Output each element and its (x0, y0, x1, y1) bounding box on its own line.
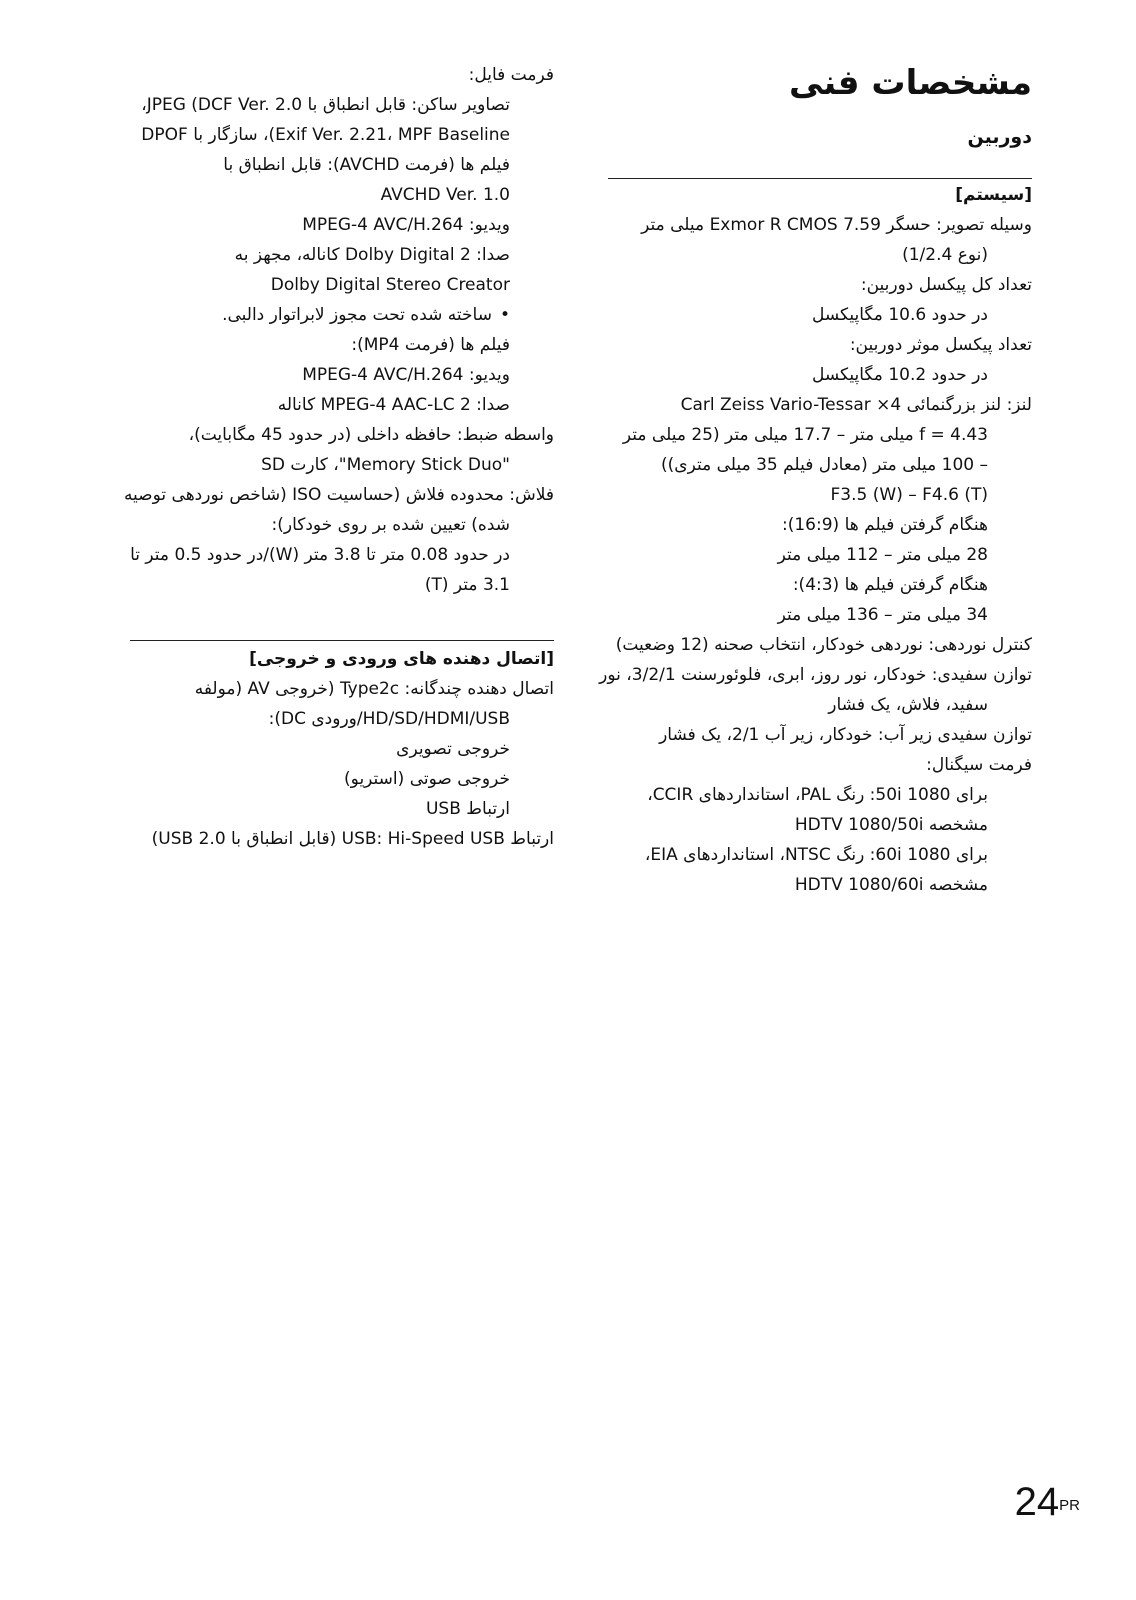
spec-line: مشخصه HDTV 1080/60i (794, 875, 988, 895)
bullet-text: ساخته شده تحت مجوز لابراتوار دالبی. (222, 305, 492, 325)
spec-line: خروجی صوتی (استریو) (344, 769, 510, 789)
spec-line: خروجی تصویری (396, 739, 510, 759)
spec-line: در حدود 10.2 مگاپیکسل (811, 365, 988, 385)
spec-line: وسیله تصویر: حسگر 7.59 Exmor R CMOS میلی متر (641, 215, 1032, 235)
page-number (1015, 1478, 1080, 1526)
spec-line: Exif Ver. 2.21، MPF Baseline)، سازگار با DPOF (141, 125, 510, 145)
spec-line: هنگام گرفتن فیلم ها (16:9): (781, 515, 988, 535)
spec-line: صدا: Dolby Digital 2 کاناله، مجهز به (234, 245, 510, 265)
spec-line: (نوع 1/2.4) (902, 245, 988, 265)
spec-line: در حدود 0.08 متر تا 3.8 متر (W)/در حدود 0.5 متر تا (130, 545, 510, 565)
spec-line: اتصال دهنده چندگانه: Type2c (خروجی AV (مولفه (194, 679, 554, 699)
spec-line: کنترل نوردهی: نوردهی خودکار، انتخاب صحنه (12 وضعیت) (615, 635, 1032, 655)
spec-line: لنز: لنز بزرگنمائی 4× Carl Zeiss Vario-Tessar (680, 395, 1032, 415)
bullet-note (130, 300, 554, 330)
spec-line: ارتباط USB: Hi-Speed USB (قابل انطباق با USB 2.0) (151, 829, 554, 849)
bullet-icon: • (499, 305, 510, 325)
spec-line: 28 میلی متر – 112 میلی متر (777, 545, 988, 565)
spec-line: توازن سفیدی زیر آب: خودکار، زیر آب 2/1، یک فشار (659, 725, 1032, 745)
spec-line: ویدیو: MPEG-4 AVC/H.264 (302, 365, 510, 385)
spec-line: واسطه ضبط: حافظه داخلی (در حدود 45 مگابایت)، (188, 425, 554, 445)
spec-line: تصاویر ساکن: قابل انطباق با JPEG (DCF Ver. 2.0، (141, 95, 510, 115)
spec-line: فرمت فایل: (468, 65, 554, 85)
spec-line: – 100 میلی متر (معادل فیلم 35 میلی متری)) (661, 455, 988, 475)
spec-line: F3.5 (W) – F4.6 (T) (830, 485, 988, 505)
spec-line: صدا: MPEG-4 AAC-LC 2 کاناله (277, 395, 510, 415)
left-column (123, 60, 554, 600)
spec-line: Dolby Digital Stereo Creator (270, 275, 510, 295)
io-section (130, 644, 554, 854)
spec-line: شده) تعیین شده بر روی خودکار): (271, 515, 510, 535)
spec-line: تعداد کل پیکسل دوربین: (860, 275, 1032, 295)
spec-line: فیلم ها (فرمت AVCHD): قابل انطباق با (223, 155, 510, 175)
spec-line: "Memory Stick Duo"، کارت SD (261, 455, 510, 475)
spec-line: مشخصه HDTV 1080/50i (794, 815, 988, 835)
spec-line: برای 1080 60i: رنگ NTSC، استانداردهای EIA، (644, 845, 988, 865)
spec-line: برای 1080 50i: رنگ PAL، استانداردهای CCIR، (647, 785, 988, 805)
spec-line: فلاش: محدوده فلاش (حساسیت ISO (شاخص نوردهی توصیه (123, 485, 554, 505)
page-title: مشخصات فنی (789, 63, 1032, 103)
spec-line: HD/SD/HDMI/USB/ورودی DC): (268, 709, 510, 729)
divider-io (130, 640, 554, 641)
spec-line: AVCHD Ver. 1.0 (380, 185, 510, 205)
spec-line: ویدیو: MPEG-4 AVC/H.264 (302, 215, 510, 235)
spec-line: f = 4.43 میلی متر – 17.7 میلی متر (25 میلی متر (622, 425, 988, 445)
spec-line: 34 میلی متر – 136 میلی متر (777, 605, 988, 625)
spec-line: هنگام گرفتن فیلم ها (4:3): (792, 575, 988, 595)
page-number-suffix: PR (1059, 1497, 1080, 1514)
spec-line: ارتباط USB (425, 799, 510, 819)
section-heading-system: [سیستم] (955, 185, 1032, 205)
right-column (599, 180, 1032, 900)
spec-line: فرمت سیگنال: (926, 755, 1032, 775)
spec-line: تعداد پیکسل موثر دوربین: (849, 335, 1032, 355)
spec-line: در حدود 10.6 مگاپیکسل (811, 305, 988, 325)
spec-line: سفید، فلاش، یک فشار (828, 695, 988, 715)
spec-line: فیلم ها (فرمت MP4): (351, 335, 510, 355)
page-number-value: 24 (1014, 1480, 1060, 1524)
section-subtitle-camera: دوربین (967, 126, 1032, 148)
spec-line: توازن سفیدی: خودکار، نور روز، ابری، فلوئورسنت 3/2/1، نور (599, 665, 1032, 685)
spec-line: 3.1 متر (T) (424, 575, 510, 595)
section-heading-io: [اتصال دهنده های ورودی و خروجی] (249, 649, 554, 669)
divider-system (608, 178, 1032, 179)
